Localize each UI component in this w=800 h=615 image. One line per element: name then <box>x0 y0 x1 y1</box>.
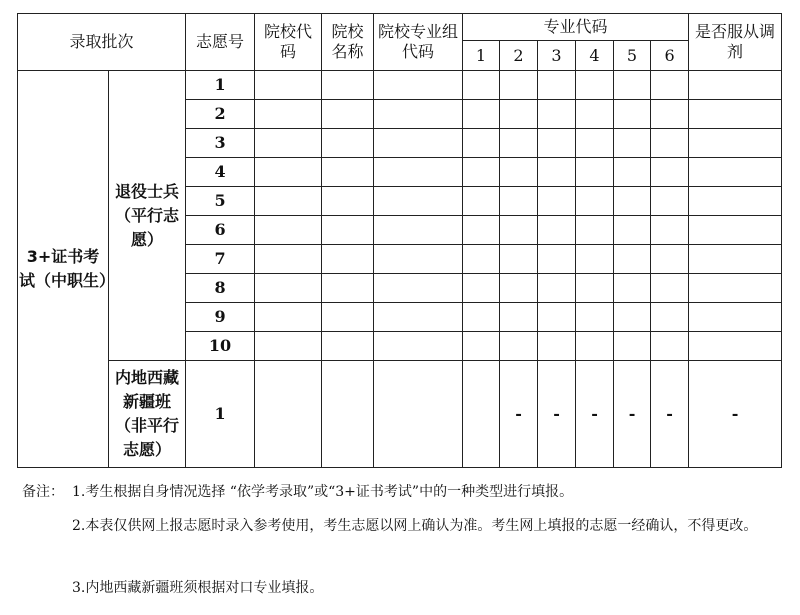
major-cell[interactable] <box>538 158 576 187</box>
major-cell[interactable] <box>651 216 689 245</box>
major-cell[interactable] <box>651 274 689 303</box>
notes-label: 备注： <box>22 484 64 500</box>
school-name-cell[interactable] <box>322 332 374 361</box>
major-col-header: 2 <box>500 41 538 71</box>
major-cell[interactable] <box>576 274 614 303</box>
school-name-cell[interactable] <box>322 245 374 274</box>
wish-number: 7 <box>186 245 255 274</box>
note-2: 2.本表仅供网上报志愿时录入参考使用，考生志愿以网上确认为准。考生网上填报的志愿一经确认，不得更改。 <box>72 518 758 534</box>
major-cell[interactable] <box>500 274 538 303</box>
major-cell[interactable] <box>463 129 500 158</box>
wish-number: 1 <box>186 71 255 100</box>
school-code-cell[interactable] <box>255 245 322 274</box>
major-col-header: 1 <box>463 41 500 71</box>
major-cell[interactable] <box>614 216 651 245</box>
school-code-cell[interactable] <box>255 361 322 468</box>
major-cell[interactable] <box>614 274 651 303</box>
major-cell[interactable] <box>500 71 538 100</box>
major-cell[interactable] <box>614 187 651 216</box>
group-code-cell[interactable] <box>374 274 463 303</box>
wish-number: 6 <box>186 216 255 245</box>
major-cell[interactable] <box>576 71 614 100</box>
major-cell[interactable] <box>576 245 614 274</box>
school-name-cell[interactable] <box>322 303 374 332</box>
major-col-header: 4 <box>576 41 614 71</box>
major-cell[interactable] <box>500 158 538 187</box>
group-code-cell[interactable] <box>374 100 463 129</box>
group-label-xizang-xinjiang: 内地西藏新疆班（非平行志愿） <box>114 368 179 459</box>
school-code-cell[interactable] <box>255 129 322 158</box>
major-cell[interactable] <box>463 100 500 129</box>
major-col-header: 5 <box>614 41 651 71</box>
major-cell[interactable] <box>538 274 576 303</box>
major-col-header: 3 <box>538 41 576 71</box>
adjust-cell[interactable] <box>689 332 782 361</box>
school-name-cell[interactable] <box>322 187 374 216</box>
wish-number: 3 <box>186 129 255 158</box>
major-cell[interactable] <box>576 187 614 216</box>
major-cell[interactable] <box>614 245 651 274</box>
major-cell[interactable] <box>463 245 500 274</box>
school-code-cell[interactable] <box>255 303 322 332</box>
major-dash: - <box>651 361 689 468</box>
header-group-code <box>374 14 463 71</box>
major-cell[interactable] <box>576 303 614 332</box>
major-cell[interactable] <box>651 245 689 274</box>
school-name-cell[interactable] <box>322 216 374 245</box>
school-code-cell[interactable] <box>255 71 322 100</box>
wish-number: 4 <box>186 158 255 187</box>
adjust-cell[interactable] <box>689 71 782 100</box>
header-batch: 录取批次 <box>18 14 186 71</box>
wish-number: 1 <box>186 361 255 468</box>
major-cell[interactable] <box>463 361 500 468</box>
adjust-cell[interactable] <box>689 274 782 303</box>
adjust-cell[interactable] <box>689 303 782 332</box>
major-cell[interactable] <box>538 216 576 245</box>
school-code-cell[interactable] <box>255 187 322 216</box>
major-cell[interactable] <box>576 216 614 245</box>
adjust-cell[interactable] <box>689 245 782 274</box>
school-code-cell[interactable] <box>255 216 322 245</box>
major-cell[interactable] <box>651 332 689 361</box>
major-cell[interactable] <box>576 158 614 187</box>
major-cell[interactable] <box>538 187 576 216</box>
header-major-code: 专业代码 <box>463 14 689 41</box>
major-cell[interactable] <box>463 216 500 245</box>
group-cell-xizang-xinjiang <box>109 361 186 468</box>
major-cell[interactable] <box>538 129 576 158</box>
major-cell[interactable] <box>651 303 689 332</box>
school-code-cell[interactable] <box>255 158 322 187</box>
major-cell[interactable] <box>614 100 651 129</box>
major-cell[interactable] <box>463 158 500 187</box>
major-cell[interactable] <box>463 303 500 332</box>
major-cell[interactable] <box>463 71 500 100</box>
major-cell[interactable] <box>463 187 500 216</box>
major-cell[interactable] <box>651 100 689 129</box>
adjust-cell[interactable] <box>689 216 782 245</box>
major-cell[interactable] <box>463 274 500 303</box>
major-cell[interactable] <box>500 245 538 274</box>
group-code-cell[interactable] <box>374 216 463 245</box>
major-cell[interactable] <box>614 303 651 332</box>
adjust-cell[interactable] <box>689 129 782 158</box>
category-label: 3+证书考试（中职生） <box>19 247 116 290</box>
adjust-cell[interactable] <box>689 158 782 187</box>
school-name-cell[interactable] <box>322 100 374 129</box>
wish-number: 9 <box>186 303 255 332</box>
major-cell[interactable] <box>576 129 614 158</box>
major-cell[interactable] <box>614 332 651 361</box>
header-school-code-text: 院校代码 <box>264 22 313 61</box>
major-cell[interactable] <box>538 100 576 129</box>
group-code-cell[interactable] <box>374 332 463 361</box>
note-1: 1.考生根据自身情况选择 “依学考录取”或“3+证书考试”中的一种类型进行填报。 <box>72 484 574 500</box>
major-cell[interactable] <box>538 71 576 100</box>
wish-number: 2 <box>186 100 255 129</box>
school-code-cell[interactable] <box>255 274 322 303</box>
major-cell[interactable] <box>500 216 538 245</box>
school-code-cell[interactable] <box>255 100 322 129</box>
group-code-cell[interactable] <box>374 129 463 158</box>
major-cell[interactable] <box>500 129 538 158</box>
major-cell[interactable] <box>614 129 651 158</box>
major-cell[interactable] <box>614 158 651 187</box>
major-cell[interactable] <box>500 332 538 361</box>
group-code-cell[interactable] <box>374 71 463 100</box>
adjust-cell[interactable] <box>689 187 782 216</box>
major-cell[interactable] <box>500 303 538 332</box>
group-code-cell[interactable] <box>374 303 463 332</box>
adjust-dash: - <box>689 361 782 468</box>
header-group-code-text: 院校专业组代码 <box>378 22 459 61</box>
header-school-name-text: 院校名称 <box>331 22 364 61</box>
major-dash: - <box>614 361 651 468</box>
school-name-cell[interactable] <box>322 361 374 468</box>
major-cell[interactable] <box>576 332 614 361</box>
header-school-code <box>255 14 322 71</box>
header-wish-number: 志愿号 <box>186 14 255 71</box>
major-cell[interactable] <box>538 303 576 332</box>
major-cell[interactable] <box>463 332 500 361</box>
major-cell[interactable] <box>614 71 651 100</box>
group-code-cell[interactable] <box>374 245 463 274</box>
major-cell[interactable] <box>651 129 689 158</box>
header-adjust <box>689 14 782 71</box>
major-dash: - <box>500 361 538 468</box>
major-cell[interactable] <box>651 71 689 100</box>
wish-number: 5 <box>186 187 255 216</box>
major-cell[interactable] <box>576 100 614 129</box>
major-dash: - <box>538 361 576 468</box>
wish-number: 8 <box>186 274 255 303</box>
group-code-cell[interactable] <box>374 158 463 187</box>
major-cell[interactable] <box>500 187 538 216</box>
category-cell <box>18 71 116 468</box>
major-cell[interactable] <box>651 158 689 187</box>
major-cell[interactable] <box>538 245 576 274</box>
school-name-cell[interactable] <box>322 158 374 187</box>
note-3: 3.内地西藏新疆班须根据对口专业填报。 <box>72 580 324 596</box>
major-cell[interactable] <box>651 187 689 216</box>
school-name-cell[interactable] <box>322 71 374 100</box>
wish-number: 10 <box>186 332 255 361</box>
group-label-veterans: 退役士兵（平行志愿） <box>114 181 179 249</box>
school-name-cell[interactable] <box>322 129 374 158</box>
header-school-name <box>322 14 374 71</box>
volunteer-form-table <box>17 13 782 468</box>
group-code-cell[interactable] <box>374 187 463 216</box>
major-col-header: 6 <box>651 41 689 71</box>
header-adjust-text: 是否服从调剂 <box>695 22 776 61</box>
adjust-cell[interactable] <box>689 100 782 129</box>
group-code-cell[interactable] <box>374 361 463 468</box>
school-code-cell[interactable] <box>255 332 322 361</box>
school-name-cell[interactable] <box>322 274 374 303</box>
major-cell[interactable] <box>500 100 538 129</box>
major-dash: - <box>576 361 614 468</box>
group-cell-veterans <box>109 71 186 361</box>
major-cell[interactable] <box>538 332 576 361</box>
